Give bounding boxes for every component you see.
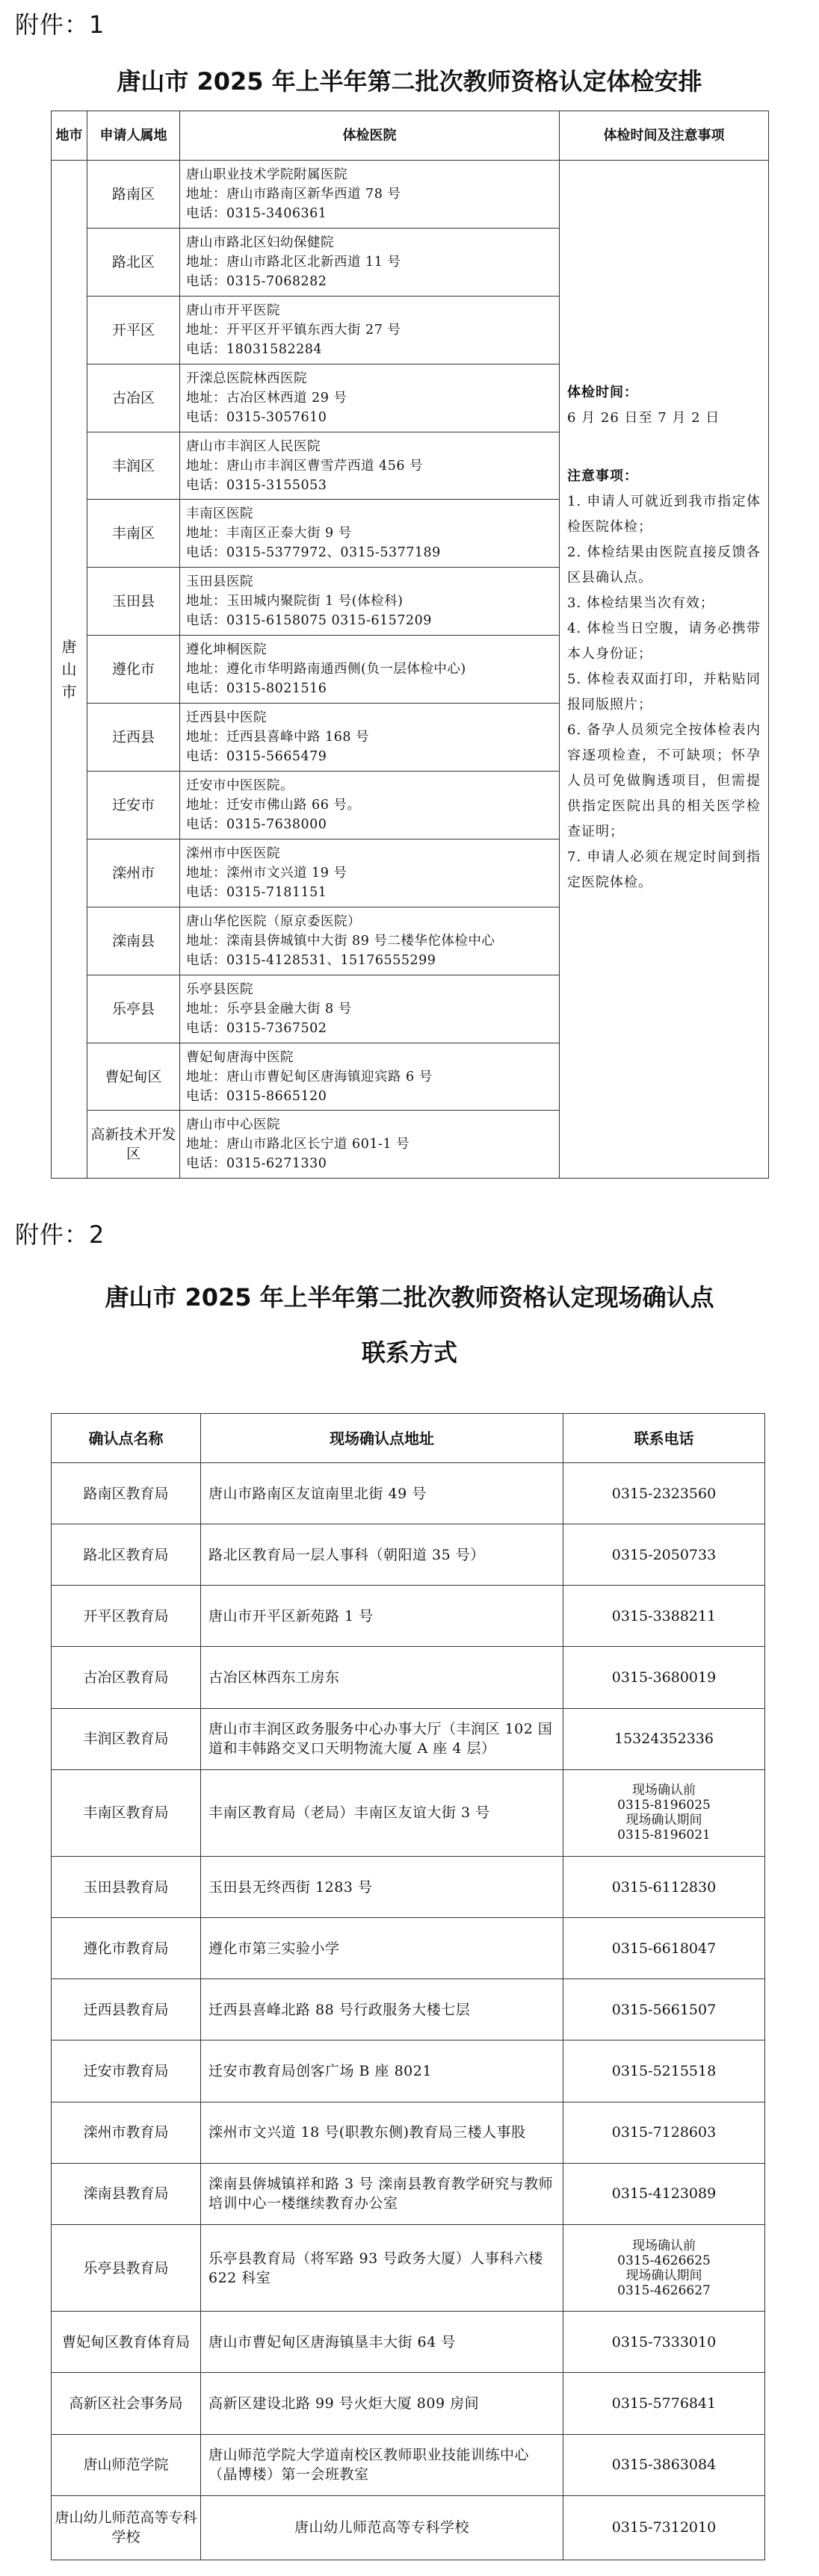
confirm-point-address: 滦南县倴城镇祥和路 3 号 滦南县教育教学研究与教师培训中心一楼继续教育办公室 [201,2163,563,2224]
contact-phone [563,2224,765,2311]
hospital-phone: 电话：0315-3057610 [186,409,327,425]
confirm-point-address: 丰南区教育局（老局）丰南区友谊大街 3 号 [201,1769,563,1856]
hospital-info [180,228,560,296]
contact-phone [563,1769,765,1856]
contact-phone [563,2434,765,2495]
hospital-phone: 电话：0315-8021516 [186,681,327,697]
hospital-address: 地址：滦州市文兴道 19 号 [186,865,347,881]
hospital-info [180,772,560,839]
applicant-area: 高新技术开发区 [87,1111,180,1179]
hospital-info [180,500,560,568]
confirmation-points-table [51,1413,765,2560]
phone-line: 0315-5776841 [611,2395,717,2412]
applicant-area: 曹妃甸区 [87,1043,180,1111]
applicant-area: 路北区 [87,228,180,296]
hospital-info [180,1043,560,1111]
hospital-phone: 电话：0315-8665120 [186,1088,327,1104]
contact-phone [563,1979,765,2040]
confirm-point-row [52,1979,765,2040]
hospital-info [180,839,560,907]
confirm-point-address: 迁西县喜峰北路 88 号行政服务大楼七层 [201,1979,563,2040]
hospital-phone: 电话：0315-4128531、15176555299 [186,952,436,968]
hospital-phone: 电话：0315-6158075 0315-6157209 [186,613,432,629]
phone-line: 0315-4626625 [617,2253,711,2268]
hospital-name: 遵化坤桐医院 [186,642,267,658]
confirm-point-name: 高新区社会事务局 [52,2373,201,2434]
confirm-point-name: 古冶区教育局 [52,1647,201,1708]
attachment-1-label: 附件：1 [15,10,105,39]
confirm-point-address: 唐山市路南区友谊南里北街 49 号 [201,1463,563,1524]
hospital-info [180,636,560,704]
confirm-point-row [52,1647,765,1708]
phone-line: 0315-4626627 [617,2282,711,2298]
exam-time-label: 体检时间： [567,385,638,400]
hospital-name: 乐亭县医院 [186,981,253,997]
confirm-point-name: 唐山幼儿师范高等专科学校 [52,2495,201,2560]
applicant-area: 滦南县 [87,907,180,975]
contact-phone [563,1647,765,1708]
confirm-point-name: 迁西县教育局 [52,1979,201,2040]
confirm-point-row [52,1708,765,1769]
phone-line: 现场确认期间 [625,2268,702,2283]
applicant-area: 开平区 [87,296,180,364]
attachment-2-title-line1: 唐山市 2025 年上半年第二批次教师资格认定现场确认点 [105,1283,714,1312]
phone-line: 0315-5215518 [611,2063,717,2080]
confirm-point-row [52,1586,765,1647]
contact-phone [563,2495,765,2560]
hospital-name: 玉田县医院 [186,574,253,590]
exam-time-notes [560,161,769,1179]
hospital-phone: 电话：0315-7367502 [186,1020,327,1036]
note-item: 2. 体检结果由医院直接反馈各区县确认点。 [567,544,761,586]
contact-phone [563,1463,765,1524]
confirm-point-row [52,2163,765,2224]
confirm-point-name: 唐山师范学院 [52,2434,201,2495]
contact-phone [563,2373,765,2434]
hospital-info [180,975,560,1043]
hospital-address: 地址：开平区开平镇东西大街 27 号 [186,322,401,338]
header-confirm-point-name: 确认点名称 [52,1414,201,1463]
confirm-point-row [52,2312,765,2373]
hospital-name: 唐山市丰润区人民医院 [186,438,321,454]
hospital-address: 地址：乐亭县金融大街 8 号 [186,1001,352,1017]
hospital-name: 曹妃甸唐海中医院 [186,1049,294,1065]
header-confirm-point-address: 现场确认点地址 [201,1414,563,1463]
note-item: 1. 申请人可就近到我市指定体检医院体检； [567,494,761,535]
phone-line: 0315-2050733 [611,1546,717,1563]
confirm-point-row [52,2434,765,2495]
confirm-point-address: 唐山市丰润区政务服务中心办事大厅（丰润区 102 国道和丰韩路交叉口天明物流大厦 A 座 4 层） [201,1708,563,1769]
attachment-1-title: 唐山市 2025 年上半年第二批次教师资格认定体检安排 [117,67,702,96]
phone-line: 0315-7333010 [611,2333,717,2350]
phone-line: 0315-3388211 [611,1607,717,1624]
header-city: 地市 [52,111,87,161]
applicant-area: 迁西县 [87,704,180,772]
phone-line: 0315-6618047 [611,1940,717,1957]
hospital-phone: 电话：0315-7068282 [186,273,327,289]
hospital-address: 地址：唐山市丰润区曹雪芹西道 456 号 [186,458,424,474]
confirm-point-address: 滦州市文兴道 18 号(职教东侧)教育局三楼人事股 [201,2102,563,2163]
confirm-point-row [52,2373,765,2434]
applicant-area: 古冶区 [87,364,180,432]
confirm-point-row [52,2495,765,2560]
hospital-address: 地址：滦南县倴城镇中大街 89 号二楼华佗体检中心 [186,933,495,949]
hospital-phone: 电话：0315-6271330 [186,1156,327,1172]
hospital-address: 地址：古冶区林西道 29 号 [186,390,347,406]
confirm-point-row [52,1918,765,1979]
city-cell [52,161,87,1179]
hospital-name: 唐山市路北区妇幼保健院 [186,235,334,250]
confirm-point-address: 高新区建设北路 99 号火炬大厦 809 房间 [201,2373,563,2434]
hospital-name: 滦州市中医医院 [186,845,280,861]
contact-phone [563,1524,765,1586]
applicant-area: 滦州市 [87,839,180,907]
contact-phone [563,2312,765,2373]
contact-phone [563,2163,765,2224]
hospital-name: 唐山职业技术学院附属医院 [186,167,347,182]
phone-line: 0315-3863084 [611,2456,717,2474]
hospital-address: 地址：玉田城内聚院街 1 号(体检科) [186,594,404,609]
phone-line: 0315-8196021 [617,1828,711,1843]
contact-phone [563,2040,765,2102]
confirm-point-name: 滦南县教育局 [52,2163,201,2224]
note-item: 5. 体检表双面打印，并粘贴同报同版照片； [567,671,761,713]
phone-line: 15324352336 [614,1731,714,1748]
note-item: 3. 体检结果当次有效； [567,595,714,611]
applicant-area: 乐亭县 [87,975,180,1043]
hospital-info [180,432,560,500]
hospital-address: 地址：唐山市路南区新华西道 78 号 [186,186,401,202]
hospital-address: 地址：迁安市佛山路 66 号。 [186,797,361,813]
hospital-name: 迁安市中医医院。 [186,778,294,793]
city-name: 唐山市 [61,638,77,701]
applicant-area: 丰南区 [87,500,180,568]
hospital-name: 唐山华佗医院（原京委医院） [186,913,361,929]
confirm-point-row [52,2224,765,2311]
header-applicant-area: 申请人属地 [87,111,180,161]
confirm-point-name: 迁安市教育局 [52,2040,201,2102]
hospital-info [180,907,560,975]
header-time-notes: 体检时间及注意事项 [560,111,769,161]
phone-line: 0315-7312010 [611,2519,717,2536]
confirm-point-row [52,1769,765,1856]
confirm-point-name: 滦州市教育局 [52,2102,201,2163]
confirm-point-address: 遵化市第三实验小学 [201,1918,563,1979]
hospital-address: 地址：唐山市路北区长宁道 601-1 号 [186,1137,410,1152]
note-item: 7. 申请人必须在规定时间到指定医院体检。 [567,849,761,890]
phone-line: 0315-5661507 [611,2001,717,2018]
phone-line: 0315-3680019 [611,1669,717,1686]
confirm-point-name: 遵化市教育局 [52,1918,201,1979]
note-item: 6. 备孕人员须完全按体检表内容逐项检查，不可缺项；怀孕人员可免做胸透项目，但需提供指定医院出具的相关医学检查证明； [567,722,761,839]
hospital-phone: 电话：0315-3155053 [186,477,327,493]
hospital-name: 迁西县中医院 [186,710,267,726]
attachment-2-title-line2: 联系方式 [361,1338,457,1367]
hospital-info [180,568,560,636]
confirm-point-address: 唐山市曹妃甸区唐海镇垦丰大街 64 号 [201,2312,563,2373]
hospital-name: 唐山市中心医院 [186,1117,280,1133]
confirm-point-name: 开平区教育局 [52,1586,201,1647]
hospital-info [180,704,560,772]
phone-line: 现场确认前 [632,2238,696,2253]
notes-label: 注意事项： [567,468,638,484]
applicant-area: 遵化市 [87,636,180,704]
hospital-address: 地址：遵化市华明路南通西侧(负一层体检中心) [186,662,466,677]
contact-phone [563,1708,765,1769]
confirm-point-address: 路北区教育局一层人事科（朝阳道 35 号） [201,1524,563,1586]
phone-line: 现场确认期间 [625,1813,702,1828]
confirm-point-address: 迁安市教育局创客广场 B 座 8021 [201,2040,563,2102]
header-hospital: 体检医院 [180,111,560,161]
confirm-point-address: 唐山师范学院大学道南校区教师职业技能训练中心（晶博楼）第一会班教室 [201,2434,563,2495]
confirm-point-address: 唐山幼儿师范高等专科学校 [201,2495,563,2560]
applicant-area: 路南区 [87,161,180,229]
contact-phone [563,2102,765,2163]
confirm-point-name: 玉田县教育局 [52,1857,201,1918]
contact-phone [563,1586,765,1647]
applicant-area: 丰润区 [87,432,180,500]
contact-phone [563,1857,765,1918]
hospital-info [180,1111,560,1179]
confirm-point-row [52,2040,765,2102]
confirm-point-row [52,1857,765,1918]
hospital-name: 唐山市开平医院 [186,302,280,318]
hospital-address: 地址：唐山市路北区北新西道 11 号 [186,254,401,270]
confirm-point-name: 曹妃甸区教育体育局 [52,2312,201,2373]
confirm-point-name: 乐亭县教育局 [52,2224,201,2311]
hospital-info [180,161,560,229]
phone-line: 0315-2323560 [611,1485,717,1502]
confirm-point-name: 路南区教育局 [52,1463,201,1524]
hospital-phone: 电话：0315-5377972、0315-5377189 [186,545,441,561]
confirm-point-row [52,1524,765,1586]
contact-phone [563,1918,765,1979]
confirm-point-row [52,1463,765,1524]
phone-line: 0315-6112830 [611,1878,717,1896]
confirm-point-name: 丰南区教育局 [52,1769,201,1856]
hospital-phone: 电话：18031582284 [186,341,322,357]
confirm-point-address: 乐亭县教育局（将军路 93 号政务大厦）人事科六楼 622 科室 [201,2224,563,2311]
confirm-point-name: 丰润区教育局 [52,1708,201,1769]
confirm-point-address: 古冶区林西东工房东 [201,1647,563,1708]
applicant-area: 迁安市 [87,772,180,839]
phone-line: 现场确认前 [632,1783,696,1798]
medical-exam-table [51,111,769,1179]
hospital-address: 地址：迁西县喜峰中路 168 号 [186,730,370,745]
phone-line: 0315-8196025 [617,1798,711,1813]
hospital-address: 地址：唐山市曹妃甸区唐海镇迎宾路 6 号 [186,1069,433,1084]
hospital-address: 地址：丰南区正泰大街 9 号 [186,526,352,541]
phone-line: 0315-4123089 [611,2185,717,2203]
confirm-point-name: 路北区教育局 [52,1524,201,1586]
hospital-info [180,364,560,432]
attachment-2-label: 附件：2 [15,1220,105,1249]
phone-line: 0315-7128603 [611,2124,717,2141]
applicant-area: 玉田县 [87,568,180,636]
exam-row [52,161,769,229]
header-contact-phone: 联系电话 [563,1414,765,1463]
hospital-name: 开滦总医院林西医院 [186,370,307,386]
hospital-phone: 电话：0315-7181151 [186,884,327,900]
hospital-info [180,296,560,364]
hospital-phone: 电话：0315-7638000 [186,816,327,832]
hospital-phone: 电话：0315-5665479 [186,749,327,765]
note-item: 4. 体检当日空腹，请务必携带本人身份证； [567,621,761,662]
hospital-phone: 电话：0315-3406361 [186,205,327,221]
confirm-point-address: 唐山市开平区新苑路 1 号 [201,1586,563,1647]
hospital-name: 丰南区医院 [186,506,253,522]
confirm-point-address: 玉田县无终西街 1283 号 [201,1857,563,1918]
confirm-point-row [52,2102,765,2163]
exam-time-value: 6 月 26 日至 7 月 2 日 [567,410,720,426]
